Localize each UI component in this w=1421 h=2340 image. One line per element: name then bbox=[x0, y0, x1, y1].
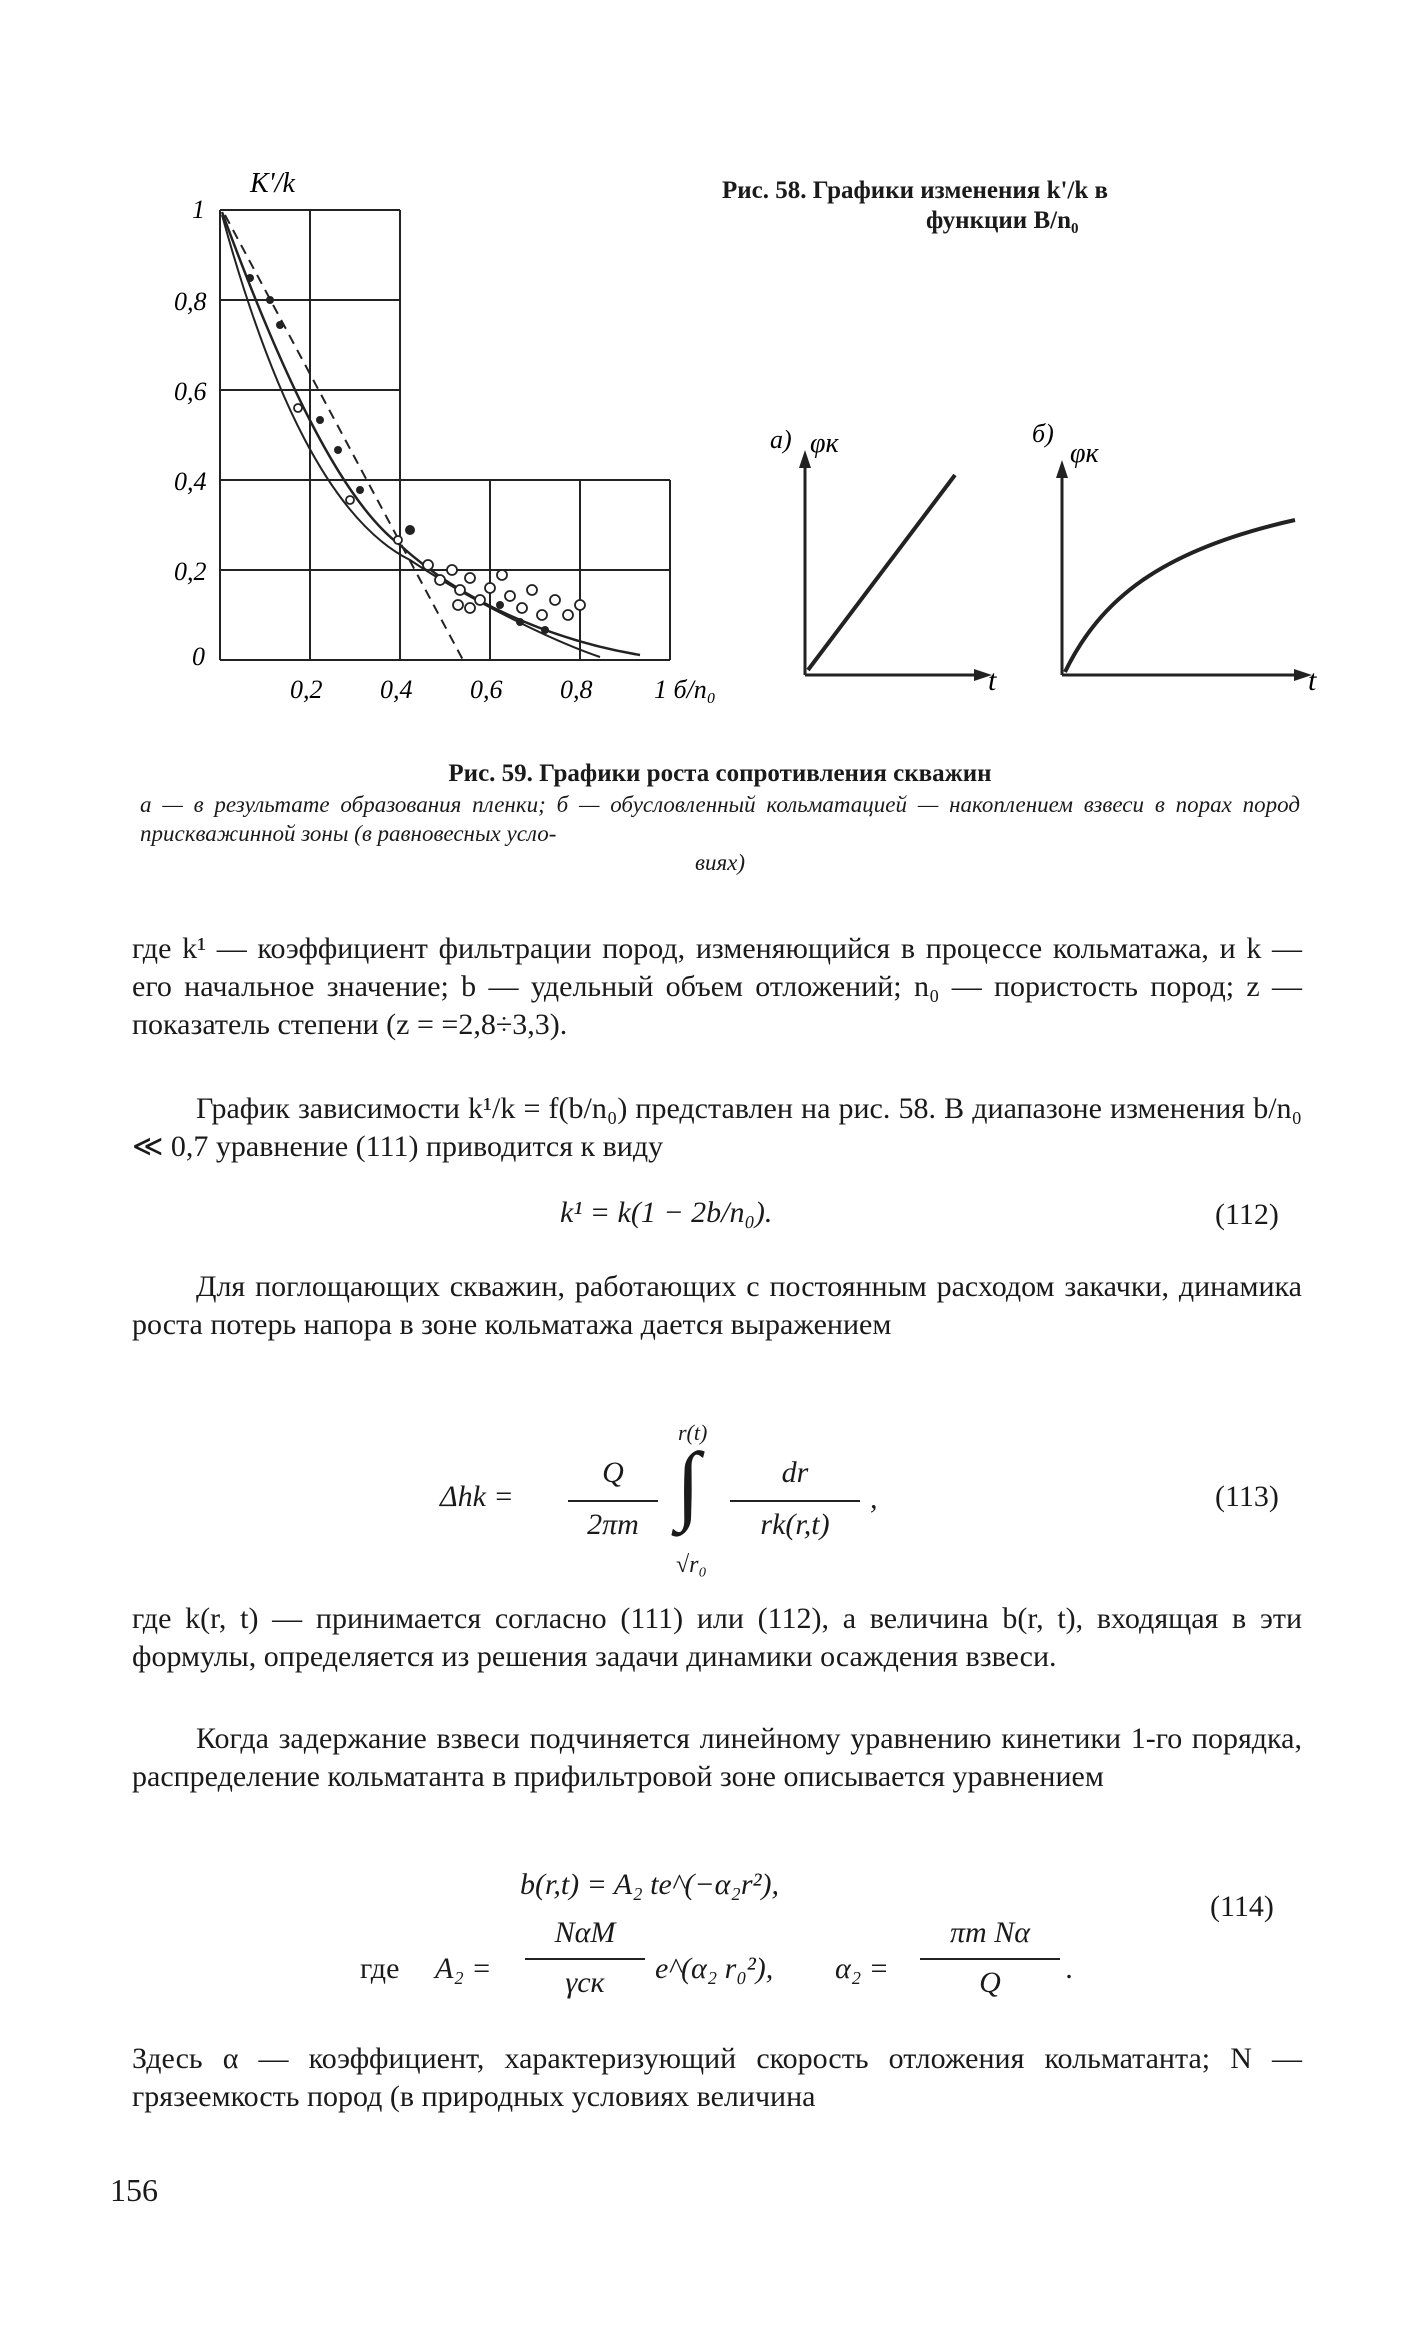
solid-curve-upper bbox=[222, 212, 640, 655]
alpha2-numerator: πm Nα bbox=[950, 1916, 1030, 1949]
data-point bbox=[453, 600, 463, 610]
solid-curve-lower bbox=[222, 215, 600, 657]
figure-58-chart bbox=[170, 160, 730, 720]
data-point bbox=[537, 610, 547, 620]
paragraph-4: где k(r, t) — принимается согласно (111) или (112), а величина b(r, t), входящая в эти формулы, определяется из решения задачи динамики осаждения взвеси. bbox=[132, 1602, 1302, 1673]
y-tick-0: 0 bbox=[192, 642, 205, 671]
period: . bbox=[1066, 1952, 1074, 1985]
data-point bbox=[276, 321, 284, 329]
data-point bbox=[394, 536, 402, 544]
data-point bbox=[517, 603, 527, 613]
chart-grid bbox=[220, 210, 670, 660]
figure-59-graphs bbox=[760, 400, 1340, 710]
y-tick-labels bbox=[174, 195, 207, 671]
data-point bbox=[447, 565, 457, 575]
equation-112: k¹ = k(1 − 2b/n₀). bbox=[560, 1196, 773, 1229]
where-label: где bbox=[360, 1952, 400, 1985]
eq113-upper-limit: r(t) bbox=[678, 1420, 708, 1445]
data-point bbox=[294, 404, 302, 412]
dashed-line bbox=[225, 215, 463, 660]
data-point bbox=[497, 570, 507, 580]
x-tick-0.4: 0,4 bbox=[380, 675, 413, 704]
caption-tail: виях) bbox=[694, 850, 746, 875]
open-points bbox=[294, 404, 585, 620]
alpha2-denominator: Q bbox=[979, 1966, 1001, 1999]
fraction-bar bbox=[525, 1958, 645, 1960]
data-point bbox=[346, 496, 354, 504]
caption-description bbox=[120, 790, 1320, 877]
panel-b bbox=[1032, 419, 1317, 697]
data-point bbox=[246, 274, 254, 282]
eq113-integrand-denominator: rk(r,t) bbox=[760, 1508, 830, 1541]
y-axis-label: K'/k bbox=[250, 168, 295, 199]
saturating-growth-curve bbox=[1065, 520, 1295, 672]
data-point bbox=[550, 595, 560, 605]
fraction-bar bbox=[568, 1500, 658, 1502]
data-point bbox=[505, 591, 515, 601]
caption-title: Рис. 59. Графики роста сопротивления скважин bbox=[448, 760, 992, 787]
eq113-comma: , bbox=[870, 1482, 878, 1515]
caption-line: Рис. 58. Графики изменения k'/k в bbox=[722, 177, 1109, 204]
paragraph-2: График зависимости k¹/k = f(b/n₀) представлен на рис. 58. В диапазоне изменения b/n₀ ≪ 0,7 уравнение (111) приводится к виду bbox=[132, 1092, 1302, 1163]
x-tick-labels bbox=[290, 675, 716, 704]
arrow-up-icon bbox=[1056, 460, 1068, 478]
data-point bbox=[423, 560, 433, 570]
x-tick-0.8: 0,8 bbox=[560, 675, 593, 704]
data-point bbox=[527, 585, 537, 595]
y-tick-0.8: 0,8 bbox=[174, 287, 207, 316]
figure-58-caption bbox=[722, 176, 1322, 236]
integral-sign: ∫ bbox=[676, 1436, 701, 1533]
data-point bbox=[316, 416, 324, 424]
fraction-bar bbox=[920, 1958, 1060, 1960]
data-point bbox=[575, 600, 585, 610]
caption-line: функции B/n₀ bbox=[926, 207, 1079, 234]
data-point bbox=[496, 601, 504, 609]
y-axis-label: φк bbox=[1070, 438, 1099, 469]
a2-denominator: γск bbox=[565, 1966, 605, 1999]
panel-a bbox=[770, 425, 997, 697]
eq113-lhs: Δhk = bbox=[440, 1480, 514, 1513]
alpha2-lhs: α₂ = bbox=[835, 1952, 889, 1985]
data-point bbox=[405, 525, 415, 535]
eq113-denominator: 2πm bbox=[587, 1508, 639, 1541]
a2-lhs: A₂ = bbox=[435, 1952, 492, 1985]
paragraph-6: Здесь α — коэффициент, характеризующий скорость отложения кольматанта; N — грязеемкость пород (в природных условиях величина bbox=[132, 2042, 1302, 2113]
data-point bbox=[266, 296, 274, 304]
x-axis-label: t bbox=[1308, 664, 1317, 697]
page-number: 156 bbox=[110, 2172, 158, 2208]
x-axis-label: 1 б/n₀ bbox=[654, 675, 716, 704]
x-tick-0.2: 0,2 bbox=[290, 675, 323, 704]
coefficient-definitions bbox=[360, 1910, 1140, 2020]
a2-numerator: NαM bbox=[554, 1916, 616, 1949]
panel-a-label: а) bbox=[770, 425, 792, 454]
fraction-bar bbox=[730, 1500, 860, 1502]
paragraph-5: Когда задержание взвеси подчиняется линейному уравнению кинетики 1-го порядка, распределение кольматанта в прифильтровой зоне описывается уравнением bbox=[132, 1722, 1302, 1793]
equation-114: b(r,t) = A₂ te^(−α₂r²), bbox=[520, 1868, 779, 1901]
data-point bbox=[516, 618, 524, 626]
data-point bbox=[465, 573, 475, 583]
equation-113-number: (113) bbox=[1215, 1480, 1279, 1513]
y-axis-label: φк bbox=[810, 428, 839, 459]
data-point bbox=[356, 486, 364, 494]
a2-exponential: e^(α₂ r₀²), bbox=[655, 1952, 774, 1985]
y-tick-0.2: 0,2 bbox=[174, 557, 207, 586]
eq113-integrand-numerator: dr bbox=[781, 1456, 809, 1489]
equation-113 bbox=[440, 1420, 1000, 1600]
figure-59-caption bbox=[120, 758, 1320, 877]
x-axis-label: t bbox=[988, 664, 997, 697]
data-point bbox=[485, 583, 495, 593]
linear-growth-line bbox=[808, 475, 955, 670]
data-point bbox=[465, 603, 475, 613]
x-tick-0.6: 0,6 bbox=[470, 675, 503, 704]
y-tick-1: 1 bbox=[192, 195, 205, 224]
panel-b-label: б) bbox=[1032, 419, 1054, 448]
data-point bbox=[334, 446, 342, 454]
equation-112-number: (112) bbox=[1215, 1198, 1279, 1231]
eq113-numerator: Q bbox=[602, 1456, 624, 1489]
data-point bbox=[475, 595, 485, 605]
data-point bbox=[435, 575, 445, 585]
data-point bbox=[455, 585, 465, 595]
caption-text: а — в результате образования пленки; б — обусловленный кольматацией — накоплением взвеси в порах пород прискважинной зоны (в равновесных усло- bbox=[140, 792, 1300, 846]
equation-114-number: (114) bbox=[1210, 1890, 1274, 1923]
paragraph-1: где k¹ — коэффициент фильтрации пород, изменяющийся в процессе кольматажа, и k — его начальное значение; b — удельный объем отложений; n₀ — пористость пород; z — показатель степени (z = =2,8÷3,3). bbox=[132, 932, 1302, 1041]
y-tick-0.4: 0,4 bbox=[174, 467, 207, 496]
eq113-lower-limit: √r₀ bbox=[676, 1552, 707, 1578]
paragraph-3: Для поглощающих скважин, работающих с постоянным расходом закачки, динамика роста потерь напора в зоне кольматажа дается выражением bbox=[132, 1270, 1302, 1341]
y-tick-0.6: 0,6 bbox=[174, 377, 207, 406]
data-point bbox=[563, 610, 573, 620]
data-point bbox=[541, 626, 549, 634]
